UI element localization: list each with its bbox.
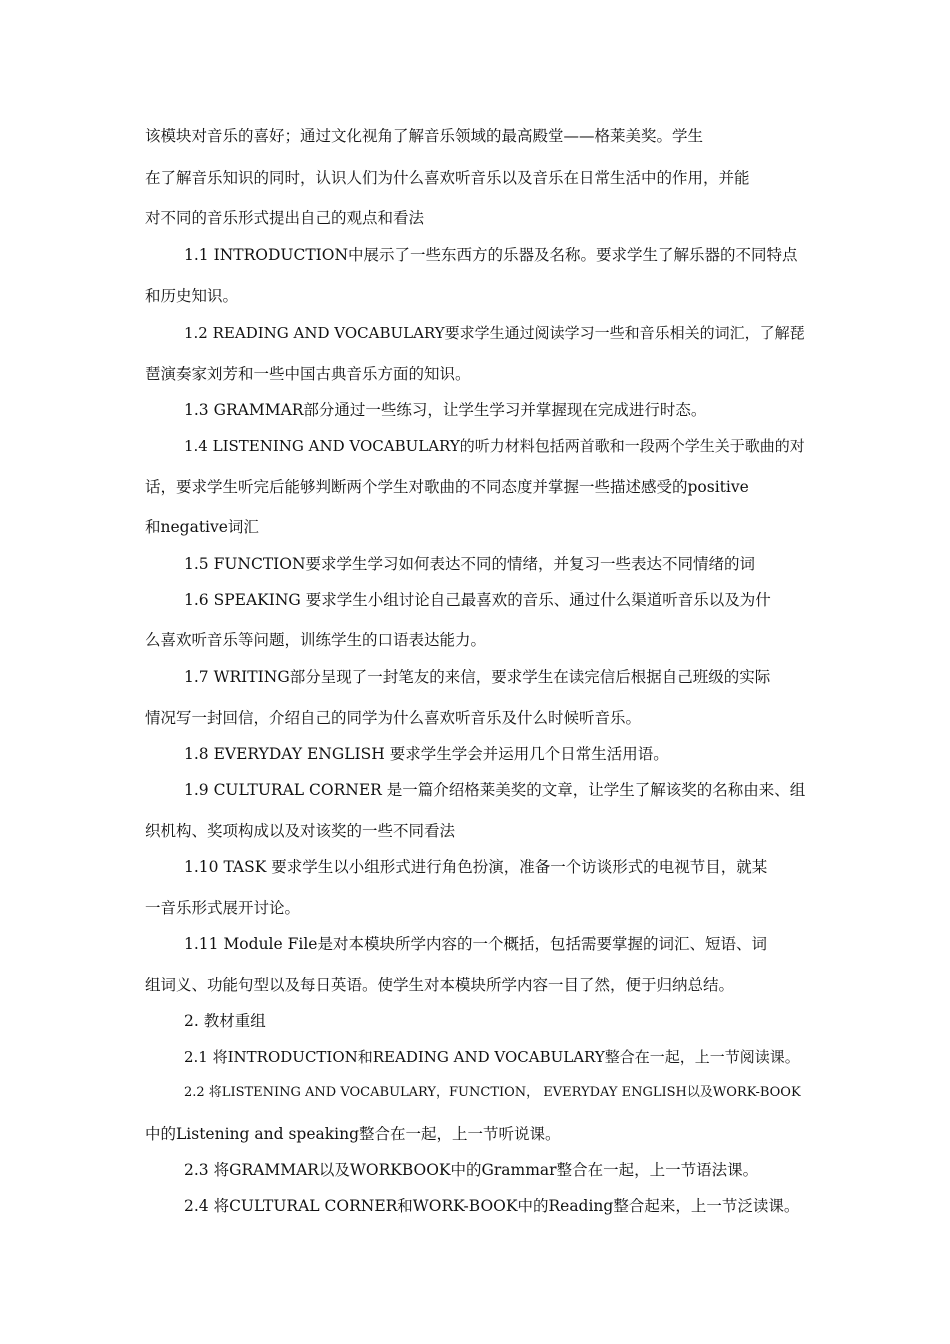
text-line: 1.5 FUNCTION要求学生学习如何表达不同的情绪，并复习一些表达不同情绪的词 (184, 555, 756, 573)
text-line: 琶演奏家刘芳和一些中国古典音乐方面的知识。 (145, 365, 471, 383)
text-line: 1.10 TASK 要求学生以小组形式进行角色扮演，准备一个访谈形式的电视节目，就某 (184, 858, 768, 876)
text-line: 在了解音乐知识的同时，认识人们为什么喜欢听音乐以及音乐在日常生活中的作用，并能 (145, 169, 750, 187)
text-line: 该模块对音乐的喜好；通过文化视角了解音乐领域的最高殿堂——格莱美奖。学生 (145, 127, 704, 145)
text-line: 2.2 将LISTENING AND VOCABULARY，FUNCTION， EVERYDAY ENGLISH以及WORK-BOOK (184, 1085, 801, 1100)
text-line: 1.7 WRITING部分呈现了一封笔友的来信，要求学生在读完信后根据自己班级的实际 (184, 668, 771, 686)
text-line: 2.1 将INTRODUCTION和READING AND VOCABULARY整合在一起，上一节阅读课。 (184, 1048, 800, 1066)
text-line: 情况写一封回信，介绍自己的同学为什么喜欢听音乐及什么时候听音乐。 (145, 709, 642, 727)
text-line: 1.6 SPEAKING 要求学生小组讨论自己最喜欢的音乐、通过什么渠道听音乐以及为什 (184, 591, 771, 609)
text-line: 1.11 Module File是对本模块所学内容的一个概括，包括需要掌握的词汇、短语、词 (184, 935, 767, 953)
text-line: 1.4 LISTENING AND VOCABULARY的听力材料包括两首歌和一段两个学生关于歌曲的对 (184, 437, 805, 455)
text-line: 1.1 INTRODUCTION中展示了一些东西方的乐器及名称。要求学生了解乐器的不同特点 (184, 246, 798, 264)
text-line: 1.2 READING AND VOCABULARY要求学生通过阅读学习一些和音乐相关的词汇，了解琵 (184, 324, 805, 342)
text-line: 组词义、功能句型以及每日英语。使学生对本模块所学内容一目了然，便于归纳总结。 (145, 976, 735, 994)
section-heading: 2. 教材重组 (184, 1012, 266, 1030)
text-line: 和历史知识。 (145, 287, 239, 305)
text-line: 1.3 GRAMMAR部分通过一些练习，让学生学习并掌握现在完成进行时态。 (184, 401, 707, 419)
text-line: 2.3 将GRAMMAR以及WORKBOOK中的Grammar整合在一起，上一节语法课。 (184, 1161, 759, 1179)
text-line: 中的Listening and speaking整合在一起，上一节听说课。 (145, 1125, 561, 1143)
text-line: 和negative词汇 (145, 518, 259, 536)
text-line: 么喜欢听音乐等问题，训练学生的口语表达能力。 (145, 631, 487, 649)
text-line: 一音乐形式展开讨论。 (145, 899, 301, 917)
text-line: 对不同的音乐形式提出自己的观点和看法 (145, 209, 425, 227)
text-line: 1.9 CULTURAL CORNER 是一篇介绍格莱美奖的文章，让学生了解该奖的名称由来、组 (184, 781, 806, 799)
text-line: 织机构、奖项构成以及对该奖的一些不同看法 (145, 822, 456, 840)
text-line: 话，要求学生听完后能够判断两个学生对歌曲的不同态度并掌握一些描述感受的positive (145, 478, 749, 496)
text-line: 2.4 将CULTURAL CORNER和WORK-BOOK中的Reading整合起来，上一节泛读课。 (184, 1197, 800, 1215)
text-line: 1.8 EVERYDAY ENGLISH 要求学生学会并运用几个日常生活用语。 (184, 745, 669, 763)
